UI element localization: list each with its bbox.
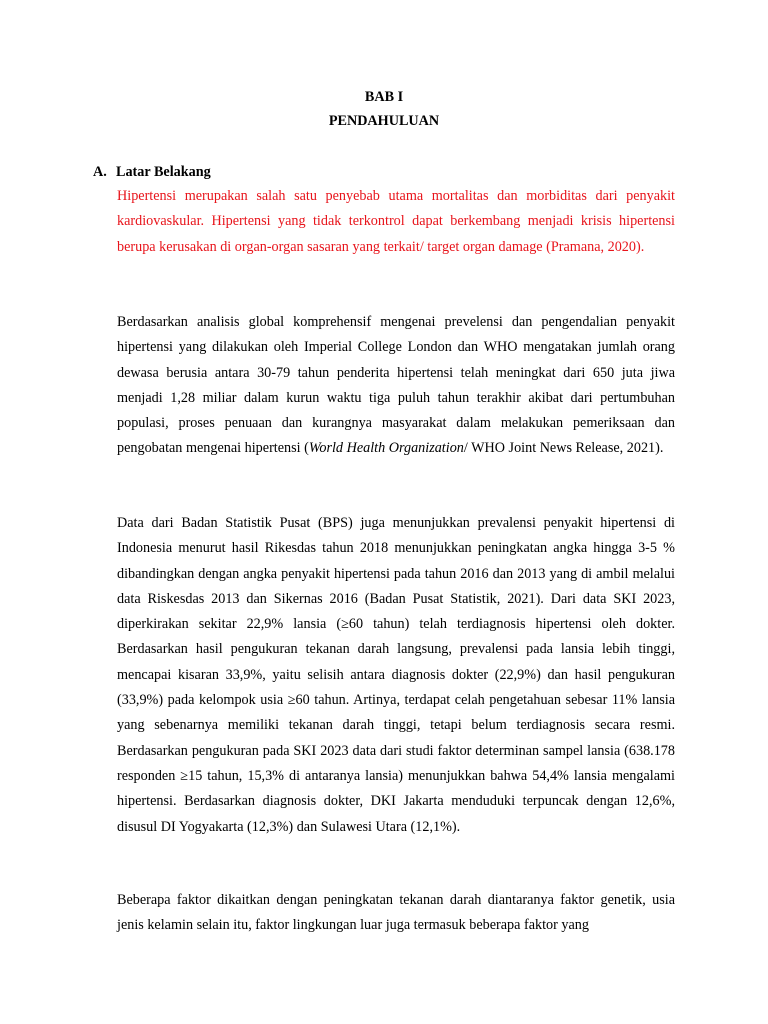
chapter-title: PENDAHULUAN <box>328 113 440 129</box>
chapter-number: BAB I <box>364 89 404 105</box>
section-number: A. <box>93 164 107 180</box>
paragraph-intro-highlighted: Hipertensi merupakan salah satu penyebab utama mortalitas dan morbiditas dari penyakit kardiovaskular. Hipertensi yang tidak terkontrol dapat berkembang menjadi krisis hipertensi berupa kerusakan di organ-organ sasaran yang terkait/ target organ damage (Pramana, 2020). <box>117 188 675 255</box>
paragraph-text: / WHO Joint News Release, 2021). <box>463 440 664 457</box>
paragraph-text: Berdasarkan analisis global komprehensif mengenai prevelensi dan pengendalian penyakit hipertensi yang dilakukan oleh Imperial College London dan WHO mengatakan jumlah orang dewasa berusia antara 30-79 tahun penderita hipertensi telah meningkat dari 650 juta jiwa menjadi 1,28 miliar dalam kurun waktu tiga puluh tahun terakhir akibat dari pertumbuhan populasi, proses penuaan dan kurangnya masyarakat dalam melakukan pemeriksaan dan pengobatan mengenai hipertensi ( <box>117 314 675 457</box>
paragraph-bps-data: Data dari Badan Statistik Pusat (BPS) juga menunjukkan prevalensi penyakit hipertensi di Indonesia menurut hasil Rikesdas tahun 2018 menunjukkan peningkatan angka hingga 3-5 % dibandingkan dengan angka penyakit hipertensi pada tahun 2016 dan 2013 yang di ambil melalui data Riskesdas 2013 dan Sikernas 2016 (Badan Pusat Statistik, 2021). Dari data SKI 2023, diperkirakan sekitar 22,9% lansia (≥60 tahun) telah terdiagnosis hipertensi oleh dokter. Berdasarkan hasil pengukuran tekanan darah langsung, prevalensi pada lansia lebih tinggi, mencapai kisaran 33,9%, yaitu selisih antara diagnosis dokter (22,9%) dan hasil pengukuran (33,9%) pada kelompok usia ≥60 tahun. Artinya, terdapat celah pengetahuan sebesar 11% lansia yang sebenarnya memiliki tekanan darah tinggi, tetapi belum terdiagnosis secara resmi. Berdasarkan pengukuran pada SKI 2023 data dari studi faktor determinan sampel lansia (638.178 responden ≥15 tahun, 15,3% di antaranya lansia) menunjukkan bahwa 54,4% lansia mengalami hipertensi. Berdasarkan diagnosis dokter, DKI Jakarta menduduki terpuncak dengan 12,6%, disusul DI Yogyakarta (12,3%) dan Sulawesi Utara (12,1%). <box>117 515 675 835</box>
italic-organization-name: World Health Organization <box>308 440 464 457</box>
section-heading <box>93 163 211 181</box>
section-title: Latar Belakang <box>116 164 211 180</box>
paragraph-global-analysis <box>117 310 675 462</box>
paragraph-risk-factors: Beberapa faktor dikaitkan dengan peningkatan tekanan darah diantaranya faktor genetik, usia jenis kelamin selain itu, faktor lingkungan luar juga termasuk beberapa faktor yang <box>117 892 675 934</box>
